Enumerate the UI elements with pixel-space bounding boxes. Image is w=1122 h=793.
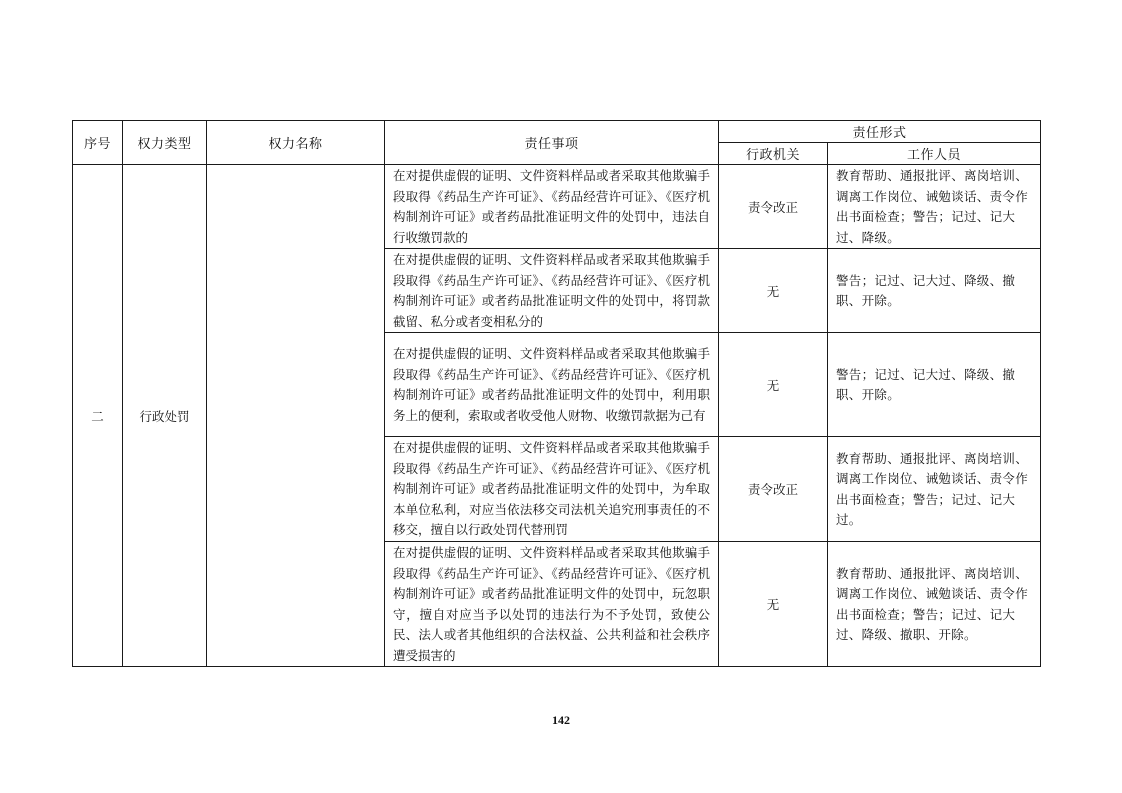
agency-cell: 无 xyxy=(719,542,828,667)
group-power-name xyxy=(207,165,385,667)
matter-cell: 在对提供虚假的证明、文件资料样品或者采取其他欺骗手段取得《药品生产许可证》、《药品经营许可证》、《医疗机构制剂许可证》或者药品批准证明文件的处罚中，违法自行收缴罚款的 xyxy=(385,165,719,249)
staff-cell: 教育帮助、通报批评、离岗培训、调离工作岗位、诫勉谈话、责令作出书面检查；警告；记过、记大过。 xyxy=(828,437,1041,542)
table-row xyxy=(73,165,1041,249)
staff-cell: 警告；记过、记大过、降级、撤职、开除。 xyxy=(828,249,1041,333)
matter-cell: 在对提供虚假的证明、文件资料样品或者采取其他欺骗手段取得《药品生产许可证》、《药品经营许可证》、《医疗机构制剂许可证》或者药品批准证明文件的处罚中，为牟取本单位私利，对应当依法移交司法机关追究刑事责任的不移交，擅自以行政处罚代替刑罚 xyxy=(385,437,719,542)
header-power-type: 权力类型 xyxy=(123,121,207,165)
matter-cell: 在对提供虚假的证明、文件资料样品或者采取其他欺骗手段取得《药品生产许可证》、《药品经营许可证》、《医疗机构制剂许可证》或者药品批准证明文件的处罚中，玩忽职守，擅自对应当予以处罚的违法行为不予处罚，致使公民、法人或者其他组织的合法权益、公共利益和社会秩序遭受损害的 xyxy=(385,542,719,667)
agency-cell: 无 xyxy=(719,249,828,333)
header-power-name: 权力名称 xyxy=(207,121,385,165)
staff-cell: 教育帮助、通报批评、离岗培训、调离工作岗位、诫勉谈话、责令作出书面检查；警告；记过、记大过、降级、撤职、开除。 xyxy=(828,542,1041,667)
page-number: 142 xyxy=(552,713,570,727)
header-matters: 责任事项 xyxy=(385,121,719,165)
header-agency: 行政机关 xyxy=(719,143,828,165)
group-seq: 二 xyxy=(73,165,123,667)
responsibility-table xyxy=(72,120,1041,667)
header-row-1 xyxy=(73,121,1041,143)
agency-cell: 责令改正 xyxy=(719,437,828,542)
header-staff: 工作人员 xyxy=(828,143,1041,165)
header-forms: 责任形式 xyxy=(719,121,1041,143)
agency-cell: 责令改正 xyxy=(719,165,828,249)
matter-cell: 在对提供虚假的证明、文件资料样品或者采取其他欺骗手段取得《药品生产许可证》、《药品经营许可证》、《医疗机构制剂许可证》或者药品批准证明文件的处罚中，利用职务上的便利，索取或者收受他人财物、收缴罚款据为己有 xyxy=(385,333,719,437)
matter-cell: 在对提供虚假的证明、文件资料样品或者采取其他欺骗手段取得《药品生产许可证》、《药品经营许可证》、《医疗机构制剂许可证》或者药品批准证明文件的处罚中，将罚款截留、私分或者变相私分的 xyxy=(385,249,719,333)
agency-cell: 无 xyxy=(719,333,828,437)
group-power-type: 行政处罚 xyxy=(123,165,207,667)
staff-cell: 警告；记过、记大过、降级、撤职、开除。 xyxy=(828,333,1041,437)
staff-cell: 教育帮助、通报批评、离岗培训、调离工作岗位、诫勉谈话、责令作出书面检查；警告；记过、记大过、降级。 xyxy=(828,165,1041,249)
header-seq: 序号 xyxy=(73,121,123,165)
